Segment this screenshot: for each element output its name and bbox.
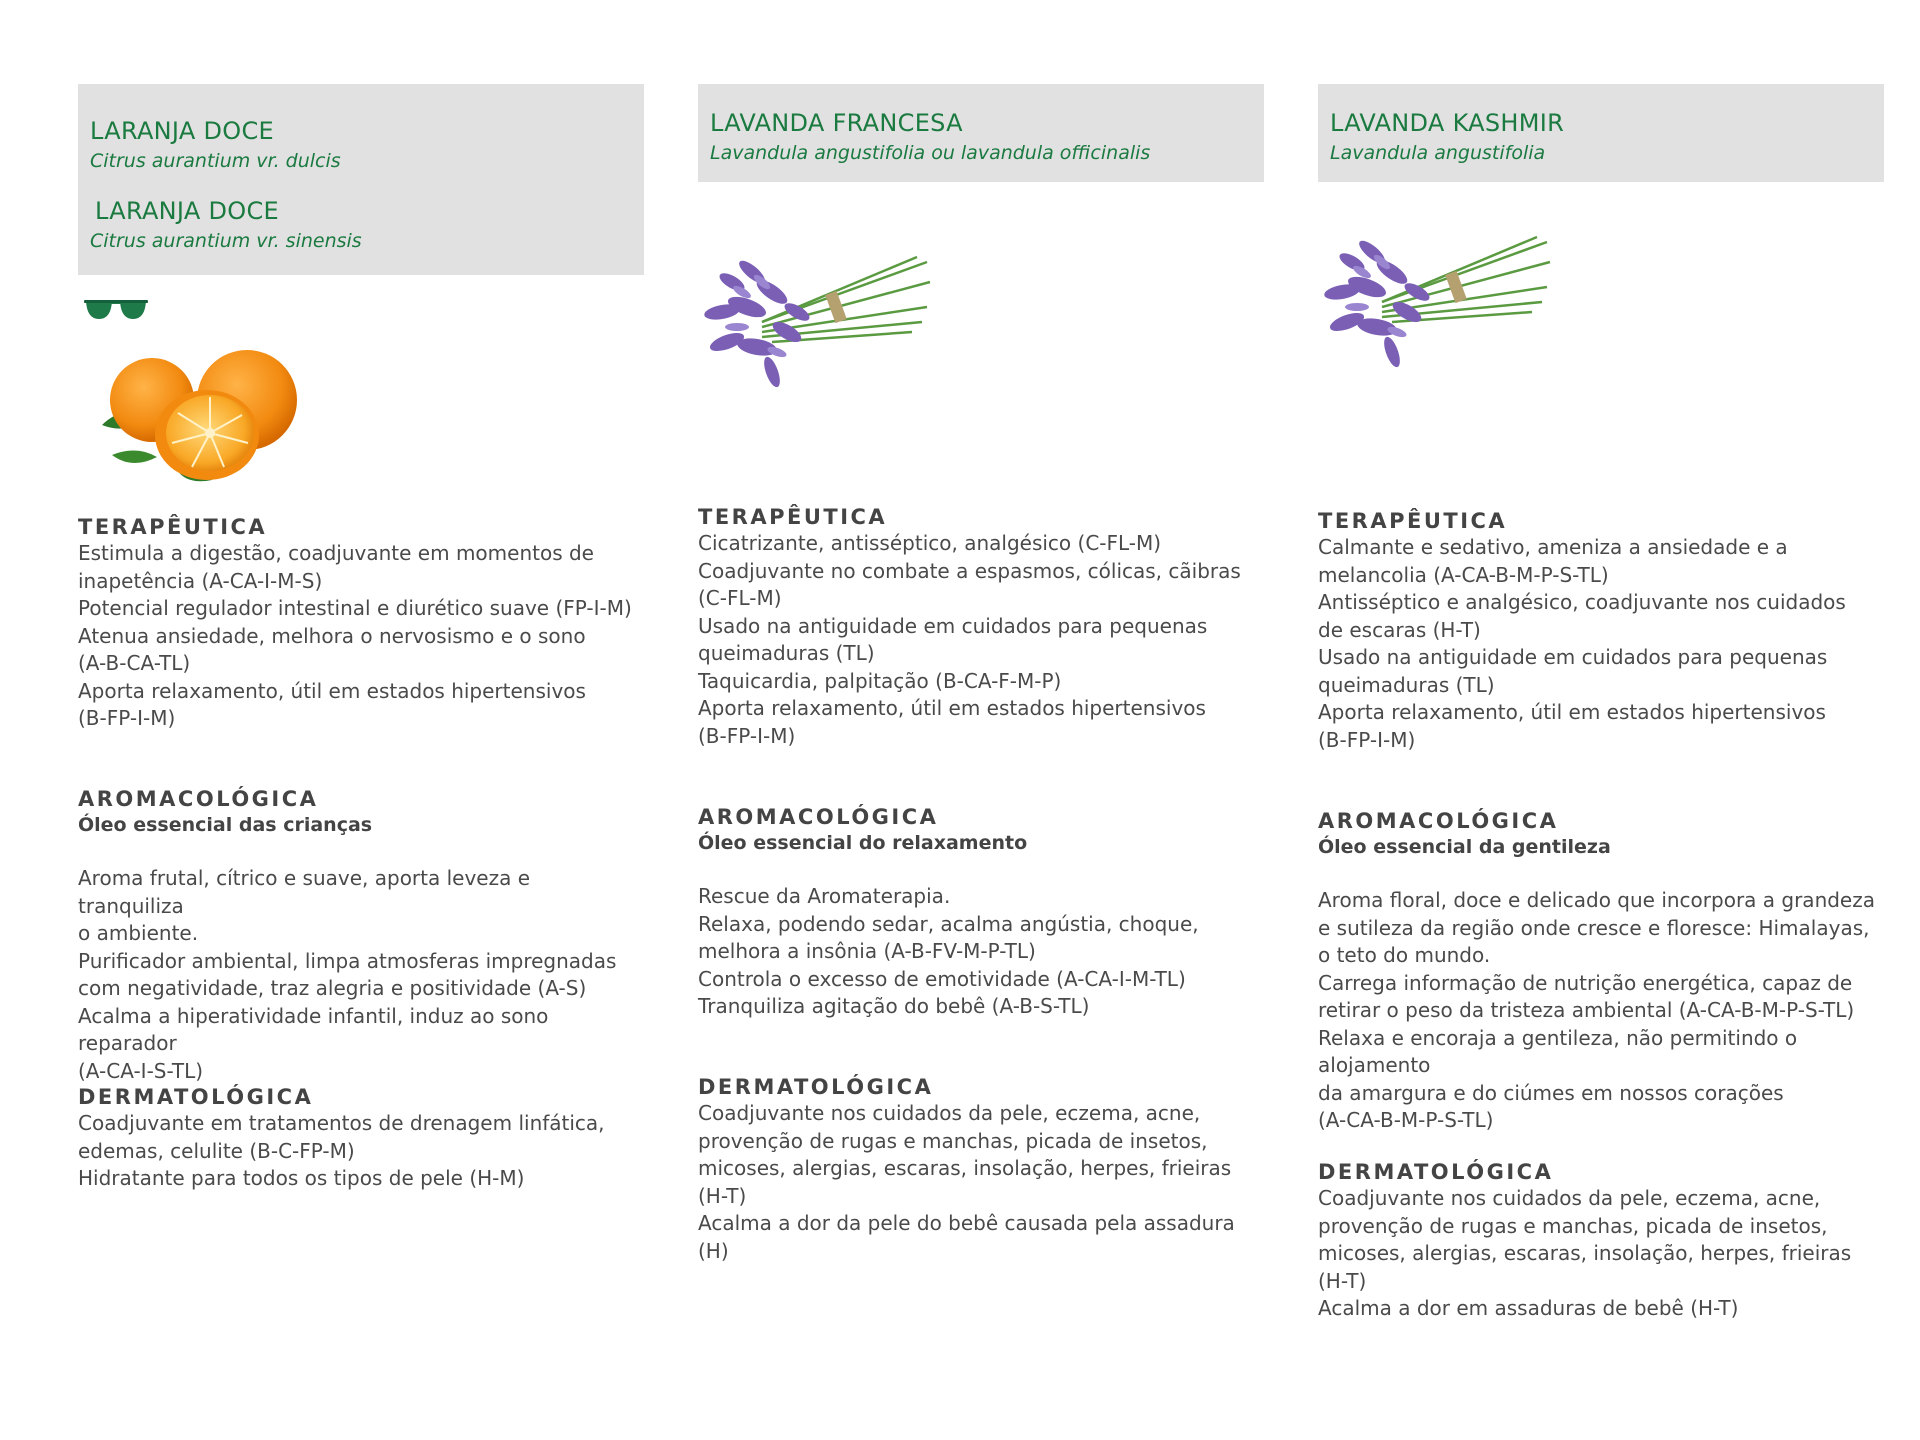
text-line: de escaras (H-T) xyxy=(1318,617,1481,642)
text-line: provenção de rugas e manchas, picada de insetos, xyxy=(1318,1213,1828,1238)
column-laranja-doce xyxy=(78,84,644,1190)
section-subtitle: Óleo essencial das crianças xyxy=(78,814,373,836)
text-line: Rescue da Aromaterapia. xyxy=(698,884,951,908)
header-box xyxy=(1318,84,1884,182)
text-line: Coadjuvante nos cuidados da pele, eczema, acne, xyxy=(1318,1186,1821,1210)
text-line: Acalma a dor em assaduras de bebê (H-T) xyxy=(1318,1296,1739,1320)
text-line: Aporta relaxamento, útil em estados hipertensivos xyxy=(78,678,586,703)
text-line: Relaxa, podendo sedar, acalma angústia, choque, xyxy=(698,911,1199,936)
text-line: Coadjuvante em tratamentos de drenagem linfática, xyxy=(78,1111,605,1135)
oil-name: LARANJA DOCE xyxy=(95,197,280,225)
text-line: (A-CA-B-M-P-S-TL) xyxy=(1318,1108,1494,1132)
text-line: inapetência (A-CA-I-M-S) xyxy=(78,568,323,593)
section-terapeutica xyxy=(78,514,638,733)
text-line: provenção de rugas e manchas, picada de insetos, xyxy=(698,1128,1208,1153)
text-line: Acalma a hiperatividade infantil, induz ao sono reparador xyxy=(78,1003,549,1055)
text-line: micoses, alergias, escaras, insolação, herpes, frieiras (H-T) xyxy=(1318,1241,1852,1293)
text-line: Calmante e sedativo, ameniza a ansiedade e a xyxy=(1318,535,1788,559)
scientific-name: Lavandula angustifolia xyxy=(1330,142,1546,164)
text-line: o teto do mundo. xyxy=(1318,943,1491,967)
text-line: micoses, alergias, escaras, insolação, herpes, frieiras (H-T) xyxy=(698,1156,1232,1208)
section-aromacologica xyxy=(698,804,1258,1021)
section-terapeutica xyxy=(1318,508,1878,754)
text-line: Aporta relaxamento, útil em estados hipertensivos xyxy=(1318,700,1826,724)
section-aromacologica xyxy=(1318,808,1878,1135)
lavender-image xyxy=(1322,232,1552,382)
section-title: AROMACOLÓGICA xyxy=(698,805,939,829)
text-line: da amargura e do ciúmes em nossos corações xyxy=(1318,1080,1784,1105)
text-line: o ambiente. xyxy=(78,921,199,945)
text-line: edemas, celulite (B-C-FP-M) xyxy=(78,1138,355,1163)
text-line: (B-FP-I-M) xyxy=(698,723,796,748)
section-terapeutica xyxy=(698,504,1258,750)
section-title: AROMACOLÓGICA xyxy=(78,787,319,811)
oranges-image xyxy=(92,345,312,490)
text-line: Coadjuvante nos cuidados da pele, eczema, acne, xyxy=(698,1101,1201,1125)
text-line: Cicatrizante, antisséptico, analgésico (C-FL-M) xyxy=(698,531,1162,555)
section-title: AROMACOLÓGICA xyxy=(1318,809,1559,833)
section-title: DERMATOLÓGICA xyxy=(1318,1160,1554,1184)
scientific-name: Citrus aurantium vr. sinensis xyxy=(90,230,362,252)
text-line: Tranquiliza agitação do bebê (A-B-S-TL) xyxy=(698,994,1090,1018)
text-line: Aroma frutal, cítrico e suave, aporta leveza e tranquiliza xyxy=(78,866,531,918)
text-line: Acalma a dor da pele do bebê causada pela assadura (H) xyxy=(698,1211,1235,1263)
text-line: Controla o excesso de emotividade (A-CA-I-M-TL) xyxy=(698,966,1186,991)
oil-name: LAVANDA FRANCESA xyxy=(710,109,963,137)
scientific-name: Citrus aurantium vr. dulcis xyxy=(90,150,341,172)
text-line: Relaxa e encoraja a gentileza, não permitindo o alojamento xyxy=(1318,1025,1798,1077)
text-line: queimaduras (TL) xyxy=(1318,672,1495,697)
column-lavanda-kashmir xyxy=(1318,84,1884,1320)
section-aromacologica xyxy=(78,786,638,1085)
text-line: e sutileza da região onde cresce e floresce: Himalayas, xyxy=(1318,915,1870,940)
section-title: DERMATOLÓGICA xyxy=(78,1085,314,1109)
text-line: Taquicardia, palpitação (B-CA-F-M-P) xyxy=(698,668,1062,693)
illustration-area xyxy=(78,275,644,515)
oil-name: LARANJA DOCE xyxy=(90,117,275,145)
section-title: TERAPÊUTICA xyxy=(78,515,268,539)
text-line: melancolia (A-CA-B-M-P-S-TL) xyxy=(1318,562,1609,587)
text-line: retirar o peso da tristeza ambiental (A-CA-B-M-P-S-TL) xyxy=(1318,998,1855,1022)
section-dermatologica xyxy=(698,1074,1258,1265)
text-line: Atenua ansiedade, melhora o nervosismo e o sono xyxy=(78,623,586,648)
section-title: TERAPÊUTICA xyxy=(1318,509,1508,533)
lavender-image xyxy=(702,252,932,402)
text-line: Hidratante para todos os tipos de pele (H-M) xyxy=(78,1166,525,1190)
illustration-area xyxy=(1318,182,1884,402)
text-line: Usado na antiguidade em cuidados para pequenas xyxy=(698,613,1208,638)
text-line: Usado na antiguidade em cuidados para pequenas xyxy=(1318,645,1828,669)
text-line: Aporta relaxamento, útil em estados hipertensivos xyxy=(698,696,1206,720)
text-line: Potencial regulador intestinal e diurético suave (FP-I-M) xyxy=(78,596,632,620)
text-line: Antisséptico e analgésico, coadjuvante nos cuidados xyxy=(1318,590,1846,614)
section-subtitle: Óleo essencial da gentileza xyxy=(1318,836,1611,858)
text-line: (C-FL-M) xyxy=(698,586,782,610)
text-line: queimaduras (TL) xyxy=(698,641,875,665)
text-line: Purificador ambiental, limpa atmosferas impregnadas xyxy=(78,948,617,973)
header-box xyxy=(698,84,1264,182)
text-line: Aroma floral, doce e delicado que incorpora a grandeza xyxy=(1318,888,1875,912)
header-box xyxy=(78,84,644,275)
section-dermatologica xyxy=(1318,1159,1878,1323)
illustration-area xyxy=(698,182,1264,402)
column-lavanda-francesa xyxy=(698,84,1264,1263)
text-line: (A-CA-I-S-TL) xyxy=(78,1058,204,1083)
text-line: Estimula a digestão, coadjuvante em momentos de xyxy=(78,541,594,565)
text-line: (A-B-CA-TL) xyxy=(78,651,191,675)
section-title: DERMATOLÓGICA xyxy=(698,1075,934,1099)
scientific-name: Lavandula angustifolia ou lavandula officinalis xyxy=(710,142,1151,164)
text-line: Coadjuvante no combate a espasmos, cólicas, cãibras xyxy=(698,558,1241,583)
section-dermatologica xyxy=(78,1084,638,1193)
section-title: TERAPÊUTICA xyxy=(698,505,888,529)
text-line: (B-FP-I-M) xyxy=(78,706,176,730)
text-line: melhora a insônia (A-B-FV-M-P-TL) xyxy=(698,939,1036,963)
oil-name: LAVANDA KASHMIR xyxy=(1330,109,1565,137)
sunglasses-icon xyxy=(84,297,148,323)
text-line: Carrega informação de nutrição energética, capaz de xyxy=(1318,970,1853,995)
section-subtitle: Óleo essencial do relaxamento xyxy=(698,832,1028,854)
text-line: (B-FP-I-M) xyxy=(1318,727,1416,752)
text-line: com negatividade, traz alegria e positividade (A-S) xyxy=(78,976,587,1000)
